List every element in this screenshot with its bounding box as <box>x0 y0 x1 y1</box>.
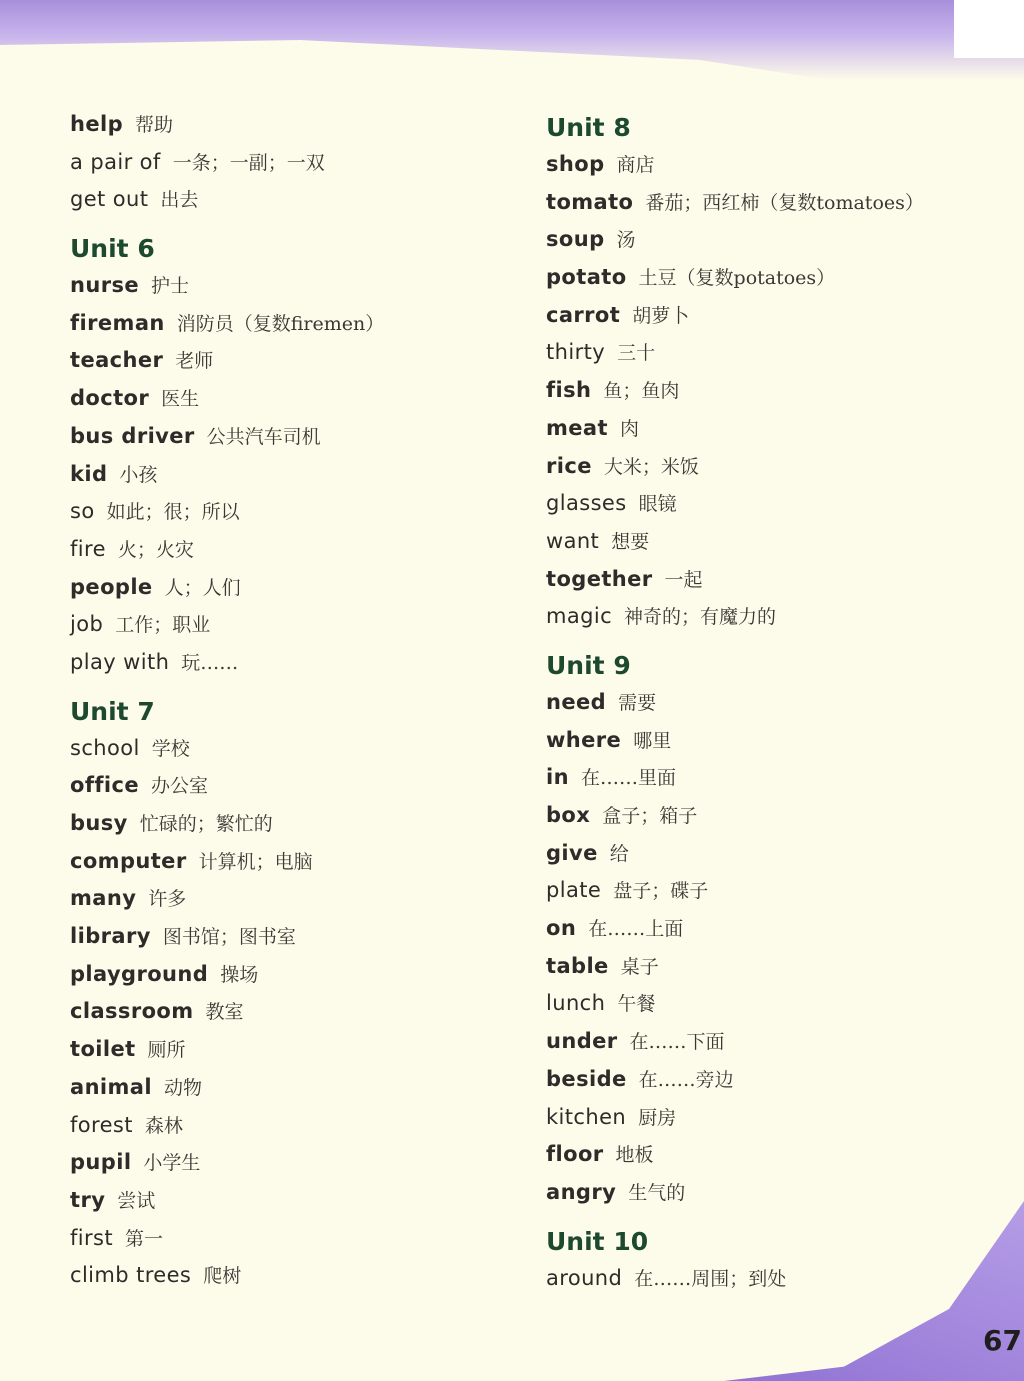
vocab-meaning: 盒子；箱子 <box>602 805 698 827</box>
vocab-meaning: 森林 <box>144 1114 183 1137</box>
vocab-meaning: 在……上面 <box>588 918 684 941</box>
vocab-entry <box>546 759 1016 797</box>
right-column <box>546 110 1016 1297</box>
intro-entries <box>70 106 510 219</box>
vocab-meaning: 大米；米饭 <box>603 455 699 478</box>
vocab-meaning: 在……周围；到处 <box>634 1267 787 1290</box>
vocab-entry <box>546 259 1016 297</box>
vocab-word: teacher <box>70 348 164 373</box>
vocab-meaning: 土豆（复数potatoes） <box>638 267 836 290</box>
vocab-word: floor <box>546 1142 604 1167</box>
vocab-entry <box>546 523 1016 561</box>
vocab-meaning: 番茄；西红柿（复数tomatoes） <box>645 191 924 214</box>
top-corner-blank <box>954 0 1024 58</box>
vocab-entry <box>546 1260 1016 1298</box>
vocab-word: animal <box>70 1074 152 1099</box>
vocab-entry <box>546 448 1016 486</box>
vocab-word: together <box>546 566 653 591</box>
unit-heading: Unit 10 <box>546 1226 649 1256</box>
vocab-word: classroom <box>70 999 194 1024</box>
vocab-entry <box>70 1257 510 1295</box>
unit-7-entries <box>70 730 510 1295</box>
vocab-word: playground <box>70 961 209 986</box>
unit-6-section <box>70 231 510 682</box>
vocab-entry <box>546 1099 1016 1137</box>
unit-heading: Unit 9 <box>546 650 631 680</box>
vocab-word: people <box>70 574 153 599</box>
vocab-entry <box>546 485 1016 523</box>
vocab-entry <box>70 644 510 682</box>
vocab-word: kid <box>70 461 108 486</box>
vocab-meaning: 人；人们 <box>164 576 241 599</box>
vocab-meaning: 鱼；鱼肉 <box>603 380 680 403</box>
vocab-entry <box>546 334 1016 372</box>
vocab-word: kitchen <box>546 1104 627 1129</box>
page-number: 67 <box>983 1324 1022 1357</box>
vocab-meaning: 尝试 <box>117 1189 156 1212</box>
vocab-word: forest <box>70 1112 133 1137</box>
vocab-word: office <box>70 773 139 798</box>
vocab-meaning: 如此；很；所以 <box>106 501 240 524</box>
vocab-meaning: 学校 <box>151 737 190 760</box>
vocab-meaning: 忙碌的；繁忙的 <box>139 813 273 835</box>
vocab-meaning: 需要 <box>618 691 657 714</box>
vocab-meaning: 许多 <box>148 888 187 911</box>
vocab-entry <box>70 456 510 494</box>
vocab-entry <box>70 730 510 768</box>
vocab-word: library <box>70 924 151 949</box>
vocab-word: table <box>546 953 609 978</box>
vocab-word: fireman <box>70 310 165 335</box>
vocab-entry <box>70 767 510 805</box>
vocab-meaning: 帮助 <box>135 114 174 136</box>
vocab-meaning: 哪里 <box>633 729 672 752</box>
vocab-word: beside <box>546 1066 627 1091</box>
unit-heading: Unit 8 <box>546 113 631 142</box>
vocab-word: shop <box>546 152 605 176</box>
vocab-entry <box>70 267 510 305</box>
vocab-word: nurse <box>70 273 139 298</box>
vocab-entry <box>546 410 1016 448</box>
vocab-meaning: 三十 <box>617 342 656 365</box>
vocab-meaning: 生气的 <box>628 1181 686 1204</box>
unit-10-section <box>546 1224 1016 1298</box>
vocab-entry <box>70 606 510 644</box>
vocab-entry <box>546 684 1016 722</box>
vocab-meaning: 想要 <box>611 530 650 553</box>
vocab-meaning: 商店 <box>616 154 655 176</box>
vocab-meaning: 小学生 <box>143 1152 201 1175</box>
vocab-word: in <box>546 765 569 790</box>
vocab-meaning: 给 <box>609 842 629 865</box>
vocab-word: so <box>70 499 95 524</box>
vocab-entry <box>70 993 510 1031</box>
vocab-entry <box>546 910 1016 948</box>
vocab-word: rice <box>546 453 592 478</box>
vocab-entry <box>70 1069 510 1107</box>
vocab-entry <box>546 1023 1016 1061</box>
vocab-meaning: 消防员（复数firemen） <box>176 312 385 335</box>
vocab-entry <box>546 372 1016 410</box>
vocab-word: potato <box>546 265 627 290</box>
vocab-meaning: 一起 <box>664 568 703 591</box>
vocab-meaning: 肉 <box>619 417 639 440</box>
vocab-entry <box>546 561 1016 599</box>
vocab-meaning: 在……下面 <box>629 1031 725 1054</box>
vocab-entry <box>70 380 510 418</box>
vocab-entry <box>70 305 510 343</box>
vocab-entry <box>70 1144 510 1182</box>
vocab-entry <box>70 569 510 607</box>
vocab-word: need <box>546 689 607 714</box>
vocab-meaning: 厨房 <box>638 1106 677 1129</box>
vocab-word: school <box>70 735 140 760</box>
vocab-entry <box>546 1061 1016 1099</box>
vocab-word: tomato <box>546 189 634 214</box>
vocab-word: glasses <box>546 491 627 516</box>
vocab-entry <box>546 948 1016 986</box>
vocab-word: around <box>546 1265 623 1290</box>
vocab-word: angry <box>546 1179 617 1204</box>
unit-9-entries <box>546 684 1016 1212</box>
vocab-entry <box>70 531 510 569</box>
vocab-word: job <box>70 612 104 637</box>
vocab-entry <box>70 493 510 531</box>
vocab-meaning: 眼镜 <box>638 493 677 516</box>
vocab-meaning: 爬树 <box>203 1265 242 1288</box>
vocab-entry <box>546 1136 1016 1174</box>
vocab-meaning: 公共汽车司机 <box>206 425 321 448</box>
vocab-word: plate <box>546 878 602 903</box>
vocab-meaning: 地板 <box>615 1144 654 1167</box>
vocab-entry <box>70 918 510 956</box>
vocab-entry <box>70 418 510 456</box>
vocab-entry <box>546 985 1016 1023</box>
vocab-word: climb trees <box>70 1263 192 1288</box>
vocab-meaning: 医生 <box>161 388 200 411</box>
vocab-meaning: 神奇的；有魔力的 <box>624 606 777 629</box>
vocab-entry <box>546 722 1016 760</box>
vocab-entry <box>546 797 1016 835</box>
vocab-meaning: 小孩 <box>119 463 158 486</box>
vocab-meaning: 计算机；电脑 <box>198 850 313 873</box>
vocab-entry <box>70 181 510 219</box>
vocab-entry <box>70 1107 510 1145</box>
vocab-entry <box>70 1031 510 1069</box>
vocab-word: busy <box>70 811 128 835</box>
vocab-word: want <box>546 528 600 553</box>
vocab-meaning: 胡萝卜 <box>632 304 690 327</box>
unit-8-section <box>546 110 1016 636</box>
unit-heading: Unit 7 <box>70 696 155 726</box>
vocab-entry <box>546 221 1016 259</box>
vocab-word: doctor <box>70 386 150 411</box>
vocab-word: fire <box>70 536 106 561</box>
vocab-meaning: 一条；一副；一双 <box>172 151 325 174</box>
vocab-word: meat <box>546 415 608 440</box>
vocab-meaning: 老师 <box>175 350 214 373</box>
vocab-meaning: 办公室 <box>151 775 209 798</box>
vocab-entry <box>70 956 510 994</box>
vocab-word: soup <box>546 227 605 252</box>
vocab-entry <box>70 805 510 843</box>
vocab-meaning: 午餐 <box>617 993 656 1016</box>
vocab-word: fish <box>546 378 592 403</box>
vocab-word: computer <box>70 848 187 873</box>
vocab-meaning: 动物 <box>163 1076 202 1099</box>
top-decorative-band <box>0 0 1024 80</box>
vocab-entry <box>546 872 1016 910</box>
vocab-meaning: 汤 <box>616 229 636 252</box>
vocab-word: carrot <box>546 302 621 327</box>
vocab-entry <box>70 342 510 380</box>
vocab-entry <box>70 1182 510 1220</box>
vocab-word: box <box>546 803 591 827</box>
vocab-entry <box>546 146 1016 184</box>
vocab-meaning: 护士 <box>151 275 190 298</box>
vocab-word: first <box>70 1225 114 1250</box>
vocab-word: thirty <box>546 340 606 365</box>
vocab-entry <box>70 880 510 918</box>
vocab-entry <box>546 1174 1016 1212</box>
unit-10-entries <box>546 1260 1016 1298</box>
vocab-meaning: 玩…… <box>181 651 239 674</box>
vocab-meaning: 在……里面 <box>580 767 676 790</box>
vocab-entry <box>70 144 510 182</box>
vocab-word: pupil <box>70 1150 132 1175</box>
vocab-meaning: 工作；职业 <box>115 614 211 637</box>
vocab-meaning: 厕所 <box>147 1039 186 1062</box>
vocab-word: many <box>70 886 137 911</box>
vocab-word: play with <box>70 649 170 674</box>
vocab-entry <box>70 106 510 144</box>
vocab-meaning: 教室 <box>205 1001 244 1024</box>
vocab-entry <box>546 184 1016 222</box>
vocab-word: bus driver <box>70 423 195 448</box>
vocab-word: lunch <box>546 991 606 1016</box>
vocab-word: magic <box>546 604 613 629</box>
vocab-meaning: 第一 <box>125 1227 164 1250</box>
vocab-entry <box>546 598 1016 636</box>
vocab-entry <box>70 1220 510 1258</box>
vocab-entry <box>546 297 1016 335</box>
unit-9-section <box>546 648 1016 1212</box>
vocab-word: try <box>70 1187 106 1212</box>
vocab-meaning: 操场 <box>220 963 259 986</box>
vocab-word: on <box>546 916 577 941</box>
vocab-entry <box>546 835 1016 873</box>
unit-7-section <box>70 694 510 1295</box>
unit-8-entries <box>546 146 1016 636</box>
vocab-word: a pair of <box>70 149 161 174</box>
vocab-word: where <box>546 727 622 752</box>
vocab-word: toilet <box>70 1037 136 1062</box>
left-column <box>70 106 510 1295</box>
vocab-meaning: 图书馆；图书室 <box>162 926 296 949</box>
vocab-meaning: 盘子；碟子 <box>613 880 709 903</box>
unit-heading: Unit 6 <box>70 234 155 264</box>
vocab-word: help <box>70 112 124 136</box>
vocab-entry <box>70 843 510 881</box>
unit-6-entries <box>70 267 510 682</box>
vocab-word: get out <box>70 187 149 212</box>
vocab-word: under <box>546 1029 618 1054</box>
vocab-meaning: 火；火灾 <box>117 538 194 561</box>
vocab-meaning: 出去 <box>160 189 199 212</box>
vocab-meaning: 在……旁边 <box>638 1068 734 1091</box>
vocab-meaning: 桌子 <box>620 955 659 978</box>
vocab-word: give <box>546 840 598 865</box>
